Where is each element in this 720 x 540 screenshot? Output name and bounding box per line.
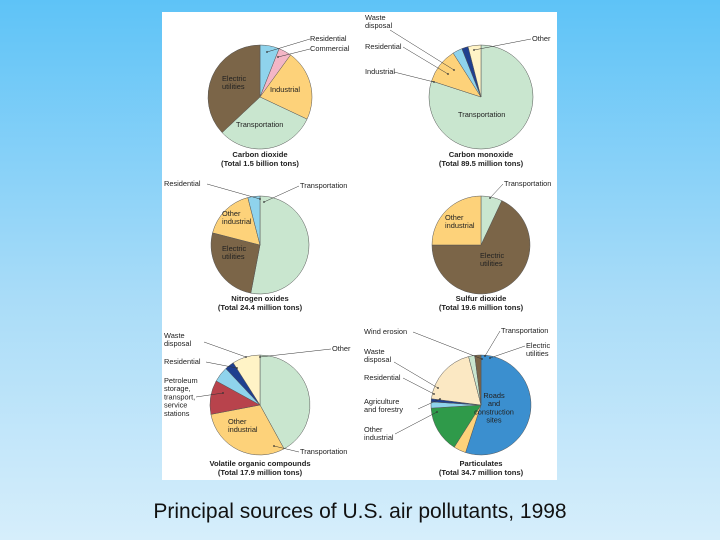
- pie-charts: [162, 12, 557, 480]
- leader-line: [490, 184, 503, 198]
- slice-label-electric-utilities: Electric utilities: [526, 341, 551, 359]
- slice-label-other: Other: [532, 34, 551, 43]
- slice-label-industrial: Industrial: [270, 85, 300, 94]
- slice-label-waste-disposal: Waste disposal: [364, 347, 392, 365]
- leader-dot: [481, 358, 483, 360]
- chart-subtitle: (Total 19.6 million tons): [438, 303, 524, 312]
- slice-label-transportation: Transportation: [458, 110, 506, 119]
- leader-line: [394, 362, 438, 388]
- slice-label-agriculture-and-forestry: Agriculture and forestry: [364, 397, 404, 415]
- slice-label-residential: Residential: [310, 34, 347, 43]
- leader-dot: [263, 201, 265, 203]
- leader-line: [267, 39, 310, 52]
- leader-dot: [273, 445, 275, 447]
- leader-line: [403, 378, 434, 394]
- slice-label-other-industrial: Other industrial: [445, 213, 475, 231]
- slice-label-waste-disposal: Waste disposal: [164, 331, 192, 349]
- leader-dot: [473, 49, 475, 51]
- slice-label-transportation: Transportation: [300, 181, 348, 190]
- pie-carbon-dioxide: [208, 45, 312, 168]
- slice-label-commercial: Commercial: [310, 44, 350, 53]
- slice-label-residential: Residential: [164, 179, 201, 188]
- slice-label-other-industrial: Other industrial: [228, 417, 258, 435]
- slice-label-other: Other: [332, 344, 351, 353]
- slice-label-transportation: Transportation: [236, 120, 284, 129]
- chart-subtitle: (Total 17.9 million tons): [217, 468, 303, 477]
- slice-label-transportation: Transportation: [501, 326, 549, 335]
- leader-dot: [433, 393, 435, 395]
- leader-dot: [236, 367, 238, 369]
- pollutant-figure: [162, 12, 557, 480]
- slice-label-other-industrial: Other industrial: [222, 209, 252, 227]
- leader-dot: [484, 355, 486, 357]
- leader-dot: [447, 73, 449, 75]
- leader-dot: [436, 411, 438, 413]
- leader-line: [474, 39, 531, 50]
- leader-line: [395, 412, 437, 434]
- leader-line: [485, 331, 500, 356]
- slice-label-residential: Residential: [164, 357, 201, 366]
- leader-dot: [453, 69, 455, 71]
- leader-dot: [259, 198, 261, 200]
- chart-title: Particulates: [459, 459, 503, 468]
- slice-label-residential: Residential: [365, 42, 402, 51]
- slice-label-waste-disposal: Waste disposal: [365, 13, 393, 31]
- slice-label-transportation: Transportation: [300, 447, 348, 456]
- leader-line: [490, 346, 525, 358]
- leader-dot: [277, 56, 279, 58]
- leader-line: [394, 72, 434, 82]
- leader-line: [403, 47, 448, 74]
- chart-title: Carbon monoxide: [448, 150, 514, 159]
- leader-dot: [489, 357, 491, 359]
- slice-label-residential: Residential: [364, 373, 401, 382]
- leader-dot: [245, 356, 247, 358]
- leader-dot: [437, 387, 439, 389]
- leader-line: [207, 184, 260, 199]
- slice-label-petroleum-storage-transport-service-stations: Petroleum storage, transport, service stations: [164, 376, 198, 418]
- leader-dot: [266, 51, 268, 53]
- leader-line: [204, 342, 246, 357]
- chart-title: Sulfur dioxide: [455, 294, 507, 303]
- chart-title: Volatile organic compounds: [209, 459, 311, 468]
- leader-dot: [439, 398, 441, 400]
- chart-title: Nitrogen oxides: [231, 294, 289, 303]
- pie-volatile-organic-compounds: [209, 355, 310, 477]
- slide-caption: Principal sources of U.S. air pollutants, 1998: [153, 500, 567, 523]
- leader-line: [413, 332, 482, 359]
- leader-line: [264, 186, 299, 202]
- leader-dot: [259, 356, 261, 358]
- leader-dot: [489, 197, 491, 199]
- slice-label-other-industrial: Other industrial: [364, 425, 394, 443]
- leader-dot: [222, 392, 224, 394]
- chart-subtitle: (Total 24.4 million tons): [217, 303, 303, 312]
- slice-label-electric-utilities: Electric utilities: [222, 244, 247, 262]
- slice-label-roads-and-construction-sites: Roads and construction sites: [474, 391, 514, 425]
- slice-label-electric-utilities: Electric utilities: [222, 74, 247, 92]
- slice-label-industrial: Industrial: [365, 67, 395, 76]
- chart-subtitle: (Total 1.5 billion tons): [221, 159, 299, 168]
- slice-label-wind-erosion: Wind erosion: [364, 327, 408, 336]
- leader-line: [260, 349, 331, 357]
- chart-subtitle: (Total 89.5 million tons): [438, 159, 524, 168]
- chart-title: Carbon dioxide: [232, 150, 288, 159]
- pie-carbon-monoxide: [429, 45, 533, 168]
- leader-dot: [433, 81, 435, 83]
- slice-label-transportation: Transportation: [504, 179, 552, 188]
- slice-label-electric-utilities: Electric utilities: [480, 251, 505, 269]
- chart-subtitle: (Total 34.7 million tons): [438, 468, 524, 477]
